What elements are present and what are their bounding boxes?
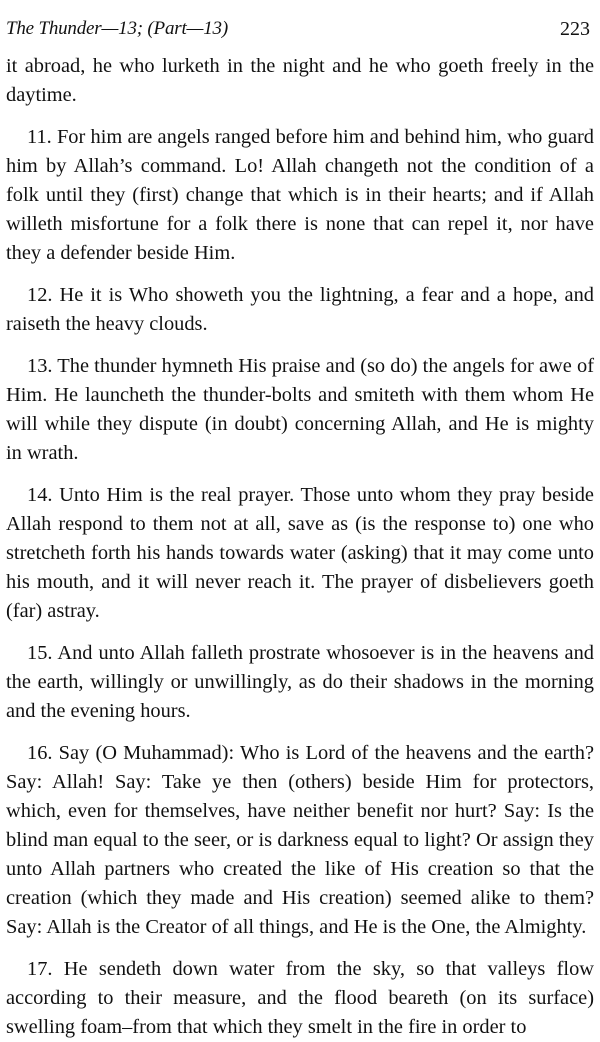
verse-11: 11. For him are angels ranged before him and behind him, who guard him by Allah’s command. Lo! Allah changeth not the condition of a folk until they (first) change that which is in their hearts; and if Allah willeth misfortune for a folk there is none that can repel it, nor have they a defender beside Him.	[6, 126, 594, 264]
verse-13: 13. The thunder hymneth His praise and (so do) the angels for awe of Him. He launcheth the thunder-bolts and smiteth with them whom He will while they dispute (in doubt) concerning Allah, and He is mighty in wrath.	[6, 355, 594, 464]
verse-15: 15. And unto Allah falleth prostrate whosoever is in the heavens and the earth, willingly or unwillingly, as do their shadows in the morning and the evening hours.	[6, 642, 594, 722]
chapter-header-title: The Thunder—13; (Part—13)	[6, 18, 228, 39]
verse-10-continuation: it abroad, he who lurketh in the night and he who goeth freely in the daytime.	[6, 55, 594, 106]
verse-17: 17. He sendeth down water from the sky, so that valleys flow according to their measure, and the flood beareth (on its surface) swelling foam–from that which they smelt in the fire in order to	[6, 958, 594, 1038]
verse-text-body	[6, 52, 594, 1042]
page-number: 223	[560, 18, 590, 40]
verse-16: 16. Say (O Muhammad): Who is Lord of the heavens and the earth? Say: Allah! Say: Take ye then (others) beside Him for protectors, which, even for themselves, have neither benefit nor hurt? Say: Is the blind man equal to the seer, or is darkness equal to light? Or assign they unto Allah partners who created the like of His creation so that the creation (which they made and His creation) seemed alike to them? Say: Allah is the Creator of all things, and He is the One, the Almighty.	[6, 742, 594, 938]
verse-14: 14. Unto Him is the real prayer. Those unto whom they pray beside Allah respond to them not at all, save as (is the response to) one who stretcheth forth his hands towards water (asking) that it may come unto his mouth, and it will never reach it. The prayer of disbelievers goeth (far) astray.	[6, 484, 594, 622]
verse-12: 12. He it is Who showeth you the lightning, a fear and a hope, and raiseth the heavy clouds.	[6, 284, 594, 335]
running-header	[6, 14, 594, 44]
